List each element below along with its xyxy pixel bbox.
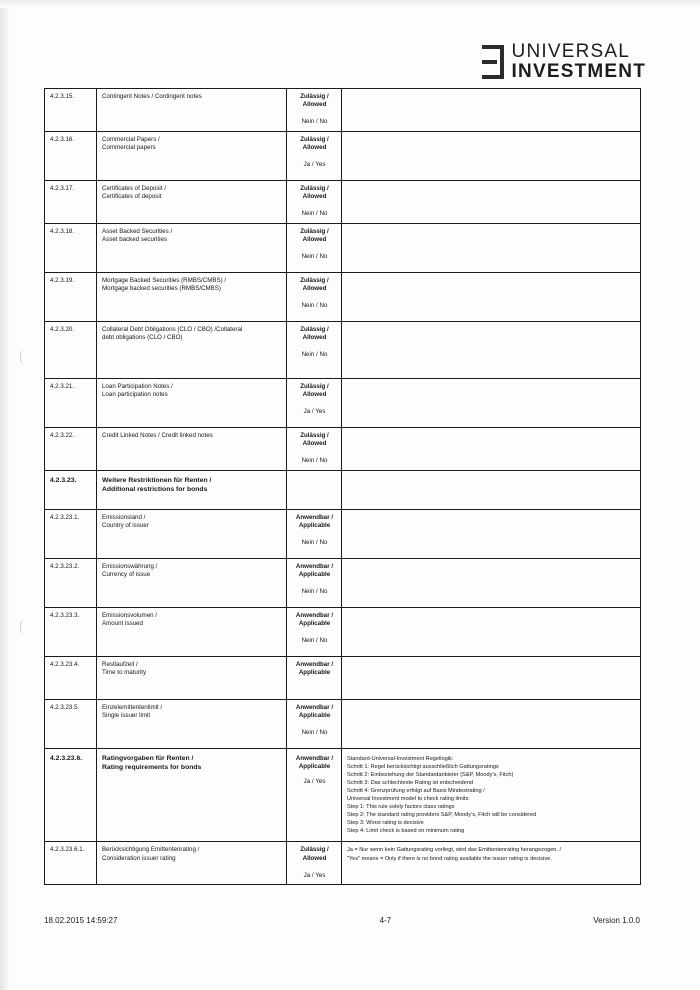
row-title-de: Mortgage Backed Securities (RMBS/CMBS) /: [102, 277, 227, 284]
row-number-cell: [45, 749, 97, 842]
row-title-cell: [97, 842, 287, 885]
row-value-cell: [287, 273, 342, 322]
row-title-en: Mortgage backed securities (RMBS/CMBS): [102, 285, 221, 293]
row-title-de: Collateral Debt Obligations (CLO / CBO) /Collateral: [102, 326, 243, 333]
row-title-cell: [97, 273, 287, 322]
margin-mark: [20, 350, 29, 364]
row-value-answer: Nein / No: [301, 253, 328, 261]
scan-edge-left: [0, 0, 10, 990]
row-value-answer: Nein / No: [301, 539, 328, 547]
row-number-cell: [45, 89, 97, 132]
row-title-cell: [97, 608, 287, 657]
row-title-en: Rating requirements for bonds: [102, 763, 202, 771]
scan-edge-top: [0, 0, 700, 8]
row-title-en: Country of issuer: [102, 522, 149, 530]
footer-page-number: 4-7: [379, 916, 392, 925]
row-value-answer: Ja / Yes: [303, 871, 326, 879]
row-title-en: Currency of issue: [102, 571, 151, 579]
row-value-cell: [287, 428, 342, 471]
row-value-cell: [287, 749, 342, 842]
row-value-label-en: Applicable: [298, 712, 331, 720]
row-title-en: Single issuer limit: [102, 712, 151, 720]
table-row: [45, 428, 641, 471]
row-value-label-en: Allowed: [302, 854, 327, 862]
row-note-line: Schritt 3: Das schlechteste Rating ist entscheidend: [347, 780, 473, 787]
row-number-cell: [45, 657, 97, 700]
row-number-cell: [45, 379, 97, 428]
table-row: [45, 471, 641, 510]
row-value-cell: [287, 559, 342, 608]
row-value-cell: [287, 89, 342, 132]
row-title-cell: [97, 89, 287, 132]
row-value-label-de: Anwendbar /: [295, 514, 334, 521]
row-value-answer: Ja / Yes: [303, 778, 326, 786]
row-number-cell: [45, 428, 97, 471]
row-number: 4.2.3.21.: [50, 383, 75, 390]
row-value-answer: Ja / Yes: [303, 161, 326, 169]
logo-mark-icon: [482, 43, 504, 81]
row-note-cell: [342, 749, 641, 842]
row-value-answer: Nein / No: [301, 351, 328, 359]
row-number: 4.2.3.17.: [50, 185, 75, 192]
row-value-answer: Nein / No: [301, 588, 328, 596]
row-note-cell: [342, 700, 641, 749]
row-title-en: Additional restrictions for bonds: [102, 485, 208, 493]
row-value-answer: Ja / Yes: [303, 408, 326, 416]
row-number-cell: [45, 273, 97, 322]
row-value-cell: [287, 657, 342, 700]
row-title-de: Restlaufzeit /: [102, 661, 138, 668]
row-title-de: Certificates of Deposit /: [102, 185, 166, 192]
row-value-label-en: Allowed: [302, 144, 327, 152]
row-note-line: Schritt 2: Einbeziehung der Standardanbieter (S&P, Moody's, Fitch): [347, 772, 514, 779]
row-value-cell: [287, 181, 342, 224]
row-value-label-en: Applicable: [298, 669, 331, 677]
row-value-cell: [287, 700, 342, 749]
row-value-label-de: Anwendbar /: [295, 704, 334, 711]
row-number-cell: [45, 132, 97, 181]
row-value-cell: [287, 224, 342, 273]
row-note-cell: [342, 89, 641, 132]
row-number: 4.2.3.23.6.1.: [50, 846, 85, 854]
row-value-label-de: Zulässig /: [300, 277, 329, 284]
row-note-cell: [342, 181, 641, 224]
row-value-label-de: Zulässig /: [300, 93, 329, 100]
row-note-line: Step 2: The standard rating providers S&P, Moody's, Fitch will be considered: [347, 812, 537, 819]
table-row: [45, 510, 641, 559]
row-value-label-de: Zulässig /: [300, 136, 329, 143]
row-number: 4.2.3.15.: [50, 93, 75, 100]
row-note-cell: [342, 273, 641, 322]
row-title-en: debt obligations (CLO / CBO): [102, 334, 183, 342]
row-title-en: Commercial papers: [102, 144, 156, 152]
row-number-cell: [45, 510, 97, 559]
row-value-label-de: Anwendbar /: [295, 755, 334, 762]
table-row: [45, 842, 641, 885]
row-number: 4.2.3.19.: [50, 277, 75, 284]
row-note-line: Step 1: This rule solely factors class ratings: [347, 804, 455, 811]
row-note-cell: [342, 510, 641, 559]
row-number: 4.2.3.18.: [50, 228, 75, 235]
row-value-label-en: Allowed: [302, 334, 327, 342]
row-number: 4.2.3.23.3.: [50, 612, 80, 619]
row-note-block: [347, 755, 636, 835]
row-value-cell: [287, 322, 342, 379]
table-row: [45, 132, 641, 181]
row-value-label-de: Anwendbar /: [295, 612, 334, 619]
table-row: [45, 657, 641, 700]
row-number: 4.2.3.23.4.: [50, 661, 80, 668]
row-value-label-en: Allowed: [302, 285, 327, 293]
row-number: 4.2.3.23.: [50, 477, 77, 484]
universal-investment-logo: [482, 42, 646, 82]
row-title-en: Consideration issuer rating: [102, 854, 176, 862]
table-row: [45, 89, 641, 132]
margin-mark: [20, 620, 29, 634]
row-note-cell: [342, 608, 641, 657]
row-value-label-de: Zulässig /: [300, 228, 329, 235]
row-title-cell: [97, 132, 287, 181]
row-number: 4.2.3.23.5.: [50, 704, 80, 711]
row-number-cell: [45, 842, 97, 885]
row-value-cell: [287, 608, 342, 657]
row-note-line: Schritt 4: Grenzprüfung erfolgt auf Basis Mindestrating /: [347, 788, 485, 795]
logo-line-2: INVESTMENT: [511, 60, 646, 82]
row-title-de: Credit Linked Notes / Credit linked notes: [102, 432, 213, 439]
row-number-cell: [45, 608, 97, 657]
footer-timestamp: 18.02.2015 14:59:27: [44, 916, 118, 925]
row-value-answer: Nein / No: [301, 118, 328, 126]
row-value-label-en: Allowed: [302, 440, 327, 448]
row-value-label-en: Allowed: [302, 101, 327, 109]
row-value-label-de: Zulässig /: [300, 185, 329, 192]
row-number-cell: [45, 224, 97, 273]
row-number-cell: [45, 471, 97, 510]
row-note-line: Step 4: Limit check is based on minimum rating: [347, 828, 465, 835]
row-title-en: Time to maturity: [102, 669, 147, 677]
row-value-label-en: Allowed: [302, 193, 327, 201]
row-value-label-en: Applicable: [298, 763, 331, 771]
row-value-label-en: Applicable: [298, 620, 331, 628]
row-note-cell: [342, 322, 641, 379]
row-note-cell: [342, 428, 641, 471]
footer-version: Version 1.0.0: [593, 916, 640, 925]
row-title-en: Asset backed securities: [102, 236, 167, 244]
row-number: 4.2.3.20.: [50, 326, 75, 333]
row-title-de: Emissionsland /: [102, 514, 146, 521]
row-value-label-de: Anwendbar /: [295, 661, 334, 668]
table-row: [45, 700, 641, 749]
row-title-de: Weitere Restriktionen für Renten /: [102, 477, 212, 484]
row-title-de: Einzelemittentenlimit /: [102, 704, 163, 711]
row-note-cell: [342, 132, 641, 181]
row-value-cell: [287, 379, 342, 428]
row-note-cell: [342, 471, 641, 510]
row-note-cell: [342, 559, 641, 608]
row-note-line: Standard-Universal-Investment Regellogik:: [347, 756, 454, 762]
row-value-label-de: Anwendbar /: [295, 563, 334, 570]
row-title-de: Asset Backed Securities /: [102, 228, 173, 235]
row-title-en: Certificates of deposit: [102, 193, 162, 201]
row-number-cell: [45, 322, 97, 379]
row-note-line: Step 3: Worst rating is decisive: [347, 820, 424, 827]
row-number: 4.2.3.23.1.: [50, 514, 80, 521]
row-title-en: Loan participation notes: [102, 391, 168, 399]
row-value-cell: [287, 132, 342, 181]
row-title-de: Emissionswährung /: [102, 563, 158, 570]
row-value-label-en: Applicable: [298, 571, 331, 579]
row-title-de: Emissionsvolumen /: [102, 612, 158, 619]
row-title-cell: [97, 322, 287, 379]
row-number-cell: [45, 559, 97, 608]
row-title-de: Berücksichtigung Emittentenrating /: [102, 846, 200, 854]
row-number: 4.2.3.23.6.: [50, 755, 83, 762]
row-title-cell: [97, 428, 287, 471]
row-value-cell: [287, 471, 342, 510]
row-title-cell: [97, 471, 287, 510]
row-note-line: Schritt 1: Regel berücksichtigt ausschließlich Gattungsratings: [347, 764, 499, 771]
row-title-de: Contingent Notes / Contingent notes: [102, 93, 202, 100]
table-row: [45, 379, 641, 428]
row-title-cell: [97, 749, 287, 842]
row-value-answer: Nein / No: [301, 302, 328, 310]
row-title-cell: [97, 224, 287, 273]
row-value-label-en: Allowed: [302, 391, 327, 399]
row-note-cell: [342, 224, 641, 273]
row-title-cell: [97, 379, 287, 428]
row-note-cell: [342, 657, 641, 700]
row-title-de: Ratingvorgaben für Renten /: [102, 755, 194, 762]
row-value-cell: [287, 510, 342, 559]
row-value-label-en: Allowed: [302, 236, 327, 244]
row-value-cell: [287, 842, 342, 885]
table-row: [45, 224, 641, 273]
row-value-answer: Nein / No: [301, 637, 328, 645]
row-number-cell: [45, 700, 97, 749]
logo-line-1: UNIVERSAL: [511, 41, 631, 62]
row-number: 4.2.3.16.: [50, 136, 75, 143]
row-value-label-de: Zulässig /: [300, 432, 329, 439]
row-note-cell: [342, 379, 641, 428]
table-row: [45, 749, 641, 842]
row-note-cell: [342, 842, 641, 885]
row-value-label-en: Applicable: [298, 522, 331, 530]
row-title-cell: [97, 510, 287, 559]
page-footer: [44, 916, 640, 925]
row-value-label-de: Zulässig /: [300, 383, 329, 390]
row-number-cell: [45, 181, 97, 224]
row-title-de: Commercial Papers /: [102, 136, 160, 143]
row-title-de: Loan Participation Notes /: [102, 383, 173, 390]
row-title-cell: [97, 657, 287, 700]
row-number: 4.2.3.22.: [50, 432, 75, 439]
row-note-line: Ja = Nur wenn kein Gattungsrating vorliegt, wird das Emittentenrating herangezogen. /: [347, 847, 562, 854]
row-value-answer: Nein / No: [301, 729, 328, 737]
table-row: [45, 322, 641, 379]
row-title-en: Amount issued: [102, 620, 143, 628]
restrictions-table: [44, 88, 641, 885]
row-number: 4.2.3.23.2.: [50, 563, 80, 570]
row-note-line: Universal Investment model to check rating limits:: [347, 796, 470, 803]
table-row: [45, 181, 641, 224]
row-title-cell: [97, 700, 287, 749]
table-row: [45, 608, 641, 657]
row-title-cell: [97, 181, 287, 224]
row-title-cell: [97, 559, 287, 608]
table-row: [45, 559, 641, 608]
row-value-label-de: Zulässig /: [300, 326, 329, 333]
row-note-block: [347, 846, 636, 862]
row-note-line: "Yes" means = Only if there is no bond rating available the issuer rating is decisive.: [347, 855, 552, 862]
row-value-label-de: Zulässig /: [300, 846, 329, 854]
row-value-answer: Nein / No: [301, 210, 328, 218]
logo-wordmark: [512, 42, 646, 82]
table-row: [45, 273, 641, 322]
row-value-answer: Nein / No: [301, 457, 328, 465]
